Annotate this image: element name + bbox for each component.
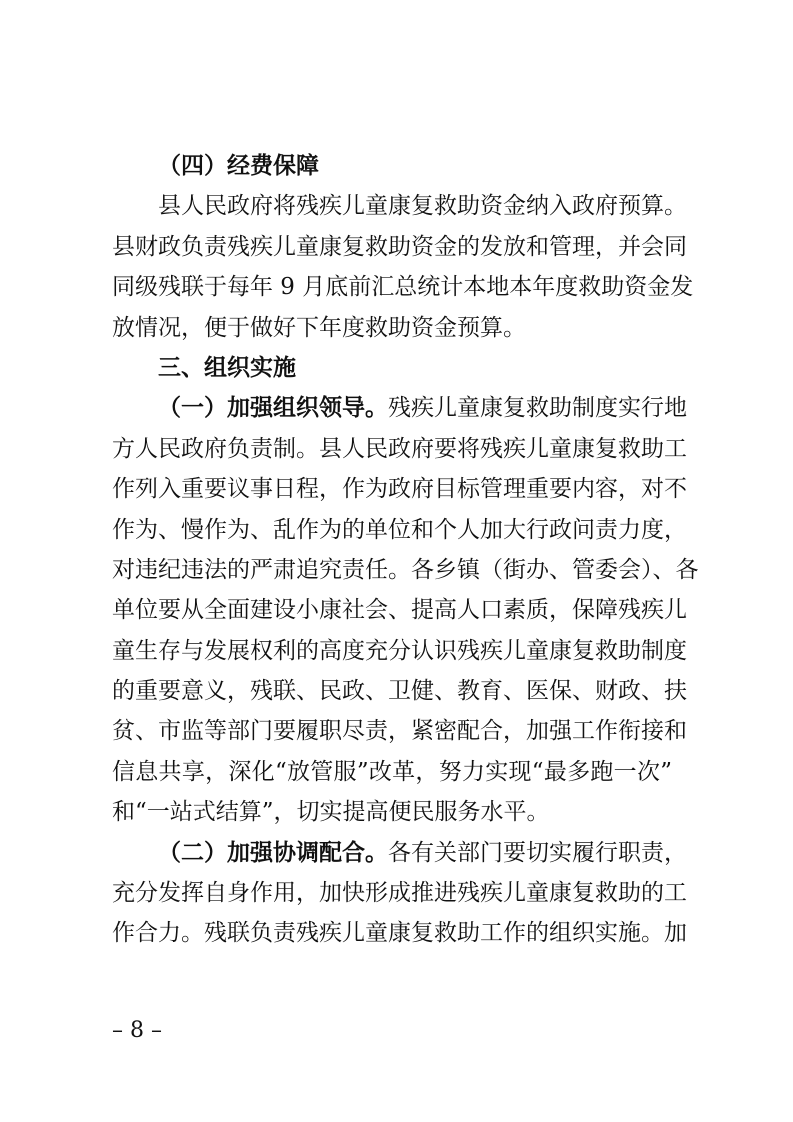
paragraph-line: 贫、市监等部门要履职尽责，紧密配合，加强工作衔接和 (112, 718, 687, 745)
paragraph-line: 充分发挥自身作用，加快形成推进残疾儿童康复救助的工 (112, 880, 687, 907)
paragraph-line: 作为、慢作为、乱作为的单位和个人加大行政问责力度， (112, 516, 687, 543)
section-heading: （四）经费保障 (158, 152, 319, 179)
paragraph-line: 信息共享，深化“放管服”改革，努力实现“最多跑一次” (112, 758, 672, 785)
document-body (112, 146, 699, 954)
paragraph-line: 童生存与发展权利的高度充分认识残疾儿童康复救助制度 (112, 637, 687, 664)
section-heading: 三、组织实施 (158, 353, 296, 381)
paragraph-line: 和“一站式结算”，切实提高便民服务水平。 (112, 799, 550, 826)
paragraph-line (112, 388, 687, 428)
paragraph-line: 对违纪违法的严肃追究责任。各乡镇（街办、管委会）、各 (112, 556, 699, 583)
paragraph-text: 各有关部门要切实履行职责， (388, 839, 687, 866)
paragraph-line: 县人民政府将残疾儿童康复救助资金纳入政府预算。 (158, 193, 687, 220)
paragraph-line: 的重要意义，残联、民政、卫健、教育、医保、财政、扶 (112, 678, 687, 705)
paragraph-line: 作合力。残联负责残疾儿童康复救助工作的组织实施。加 (112, 920, 687, 947)
paragraph-line: 方人民政府负责制。县人民政府要将残疾儿童康复救助工 (112, 435, 687, 462)
paragraph-line: 同级残联于每年 9 月底前汇总统计本地本年度救助资金发 (112, 274, 694, 301)
paragraph-line: 县财政负责残疾儿童康复救助资金的发放和管理，并会同 (112, 233, 687, 260)
inline-heading: （一）加强组织领导。 (158, 394, 388, 422)
paragraph-line: 作列入重要议事日程，作为政府目标管理重要内容，对不 (112, 476, 687, 503)
paragraph-line: 单位要从全面建设小康社会、提高人口素质，保障残疾儿 (112, 597, 687, 624)
paragraph-line: 放情况，便于做好下年度救助资金预算。 (112, 314, 526, 341)
inline-heading: （二）加强协调配合。 (158, 838, 388, 866)
paragraph-text: 残疾儿童康复救助制度实行地 (388, 395, 687, 422)
paragraph-line (112, 833, 687, 873)
page-number: – 8 – (112, 1018, 162, 1043)
